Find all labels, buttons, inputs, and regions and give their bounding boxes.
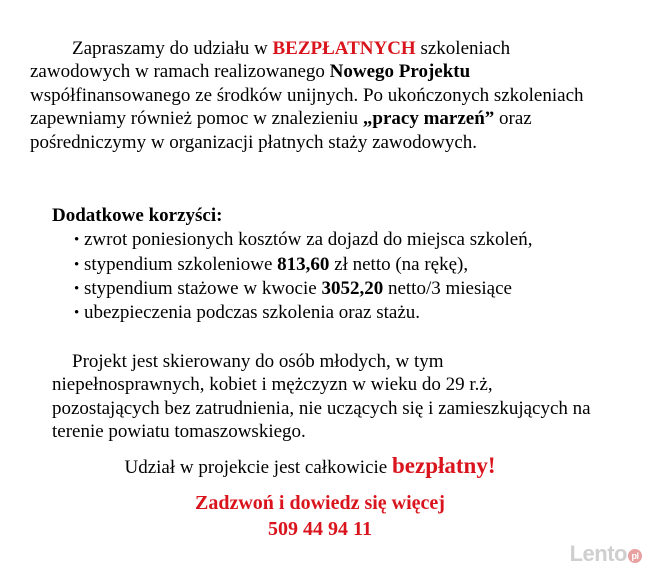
benefit-text: zwrot poniesionych kosztów za dojazd do miejsca szkoleń,	[84, 229, 533, 251]
training-stipend-amount: 813,60	[277, 253, 330, 275]
benefits-list	[52, 228, 632, 325]
lento-watermark	[570, 541, 642, 567]
watermark-pl-icon: pl	[628, 549, 642, 563]
dream-job: „pracy marzeń”	[362, 108, 495, 130]
benefits-section	[52, 204, 632, 325]
list-item	[74, 253, 632, 277]
list-item	[74, 228, 632, 252]
benefits-heading: Dodatkowe korzyści:	[52, 205, 223, 226]
bullet-icon: •	[74, 305, 80, 322]
intro-part2: szkoleniach zawodowych w ramach realizowanego	[30, 38, 511, 83]
free-highlight: BEZPŁATNYCH	[272, 38, 416, 59]
phone-number: 509 44 94 11	[268, 518, 372, 540]
intro-part4: oraz pośredniczymy w organizacji płatnych staży zawodowych.	[30, 108, 532, 153]
internship-stipend-amount: 3052,20	[321, 277, 384, 299]
benefit-text: netto/3 miesiące	[383, 277, 512, 299]
intro-part1: Zapraszamy do udziału w	[72, 38, 273, 59]
benefit-text: stypendium szkoleniowe	[84, 253, 278, 275]
list-item	[74, 277, 632, 301]
free-statement	[0, 453, 620, 479]
intro-part3: współfinansowanego ze środków unijnych. Po ukończonych szkoleniach zapewniamy również pomoc w znalezieniu	[30, 84, 584, 130]
list-item	[74, 301, 632, 325]
watermark-text: Lento	[569, 541, 627, 566]
call-to-action	[0, 490, 640, 542]
free-statement-text: Udział w projekcie jest całkowicie	[124, 457, 392, 478]
bullet-icon: •	[74, 280, 80, 297]
target-group-paragraph	[52, 350, 592, 444]
target-group-text: Projekt jest skierowany do osób młodych, w tym niepełnosprawnych, kobiet i mężczyzn w wieku do 29 r.ż, pozostających bez zatrudnienia, nie uczących się i zamieszkujących na terenie powiatu tomaszowskiego.	[52, 351, 591, 443]
cta-line: Zadzwoń i dowiedz się więcej	[195, 492, 445, 514]
benefit-text: zł netto (na rękę),	[329, 253, 469, 275]
benefit-text: ubezpieczenia podczas szkolenia oraz stażu.	[84, 302, 421, 324]
bullet-icon: •	[74, 232, 80, 249]
intro-paragraph	[30, 37, 590, 154]
project-name: Nowego Projektu	[329, 61, 471, 83]
free-statement-highlight: bezpłatny!	[391, 453, 496, 478]
benefit-text: stypendium stażowe w kwocie	[84, 277, 322, 299]
bullet-icon: •	[74, 256, 80, 273]
